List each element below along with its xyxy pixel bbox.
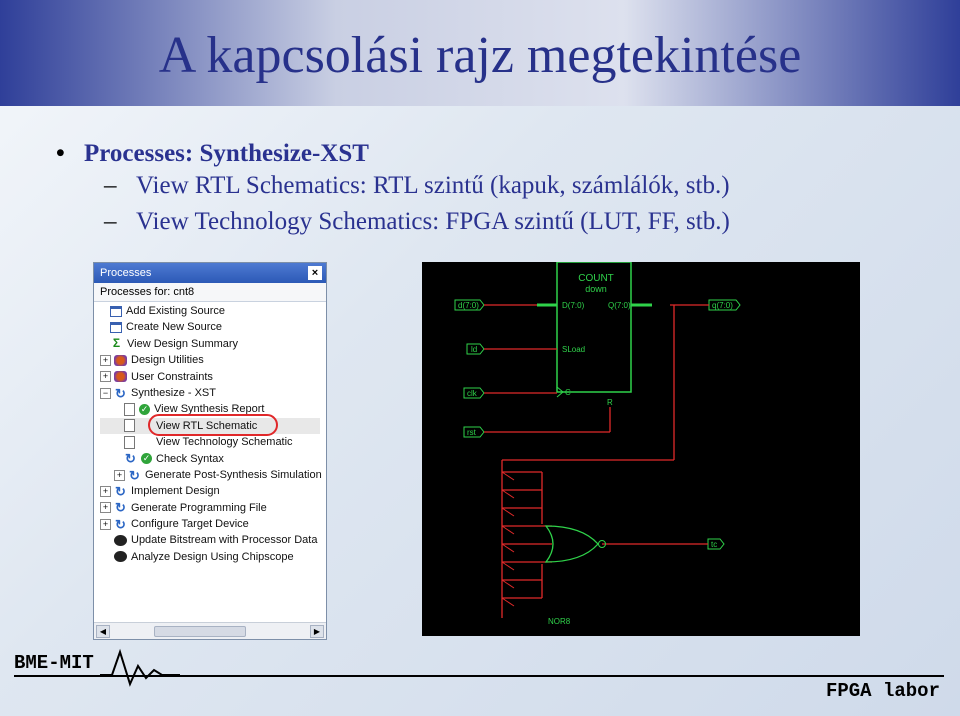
tools-icon — [114, 355, 127, 366]
footer-divider — [14, 675, 944, 677]
tree-item-view-technology-schematic[interactable] — [100, 434, 320, 450]
wires — [484, 305, 709, 618]
panel-subtitle: Processes for: cnt8 — [94, 283, 326, 302]
tree-item-update-bitstream[interactable] — [100, 532, 320, 548]
bullet-sub-1-text: View RTL Schematics: RTL szintű (kapuk, számlálók, stb.) — [136, 172, 730, 199]
port-rst — [464, 427, 484, 437]
tree-item-generate-post-synthesis-simulation[interactable] — [100, 467, 320, 483]
tree-item-view-design-summary[interactable] — [100, 336, 320, 352]
check-icon: ✓ — [142, 453, 151, 464]
horizontal-scrollbar[interactable] — [94, 622, 326, 639]
process-icon: ↻ — [125, 451, 136, 467]
check-icon: ✓ — [140, 403, 149, 414]
footer-label: FPGA labor — [825, 680, 940, 702]
tree-item-analyze-chipscope[interactable] — [100, 549, 320, 565]
schematic-svg — [422, 262, 860, 636]
highlight-circle — [148, 414, 278, 436]
tree-item-label: Create New Source — [126, 321, 222, 334]
expand-icon[interactable]: + — [100, 502, 111, 513]
pin-c: C — [565, 388, 571, 397]
waveform-logo — [100, 648, 180, 688]
process-icon: ↻ — [115, 516, 126, 532]
bullet-sub-2-text: View Technology Schematics: FPGA szintű (LUT, FF, stb.) — [136, 208, 730, 235]
block-sub: down — [585, 284, 607, 294]
tree-item-synthesize-xst[interactable] — [100, 385, 320, 401]
rtl-schematic — [422, 262, 860, 636]
sigma-icon: Σ — [112, 336, 121, 351]
pin-q: Q(7:0) — [608, 301, 631, 310]
scroll-thumb[interactable] — [154, 626, 246, 637]
bullet-dash: – — [104, 208, 117, 235]
tree-item-label: User Constraints — [131, 370, 213, 383]
bit-rippers — [502, 472, 514, 606]
svg-text:ld: ld — [471, 345, 478, 354]
chip-icon — [114, 535, 127, 546]
pin-r: R — [607, 398, 613, 407]
port-tc — [708, 539, 724, 549]
tree-item-label: Add Existing Source — [126, 305, 226, 317]
block-name: COUNT — [578, 273, 614, 284]
tree-item-implement-design[interactable] — [100, 483, 320, 499]
tree-item-label: View Design Summary — [127, 337, 239, 350]
tools-icon — [114, 371, 127, 382]
processes-panel — [93, 262, 327, 640]
panel-header — [94, 263, 326, 283]
process-icon: ↻ — [115, 483, 126, 499]
bullet-list — [56, 140, 730, 244]
expand-icon[interactable]: + — [100, 355, 111, 366]
expand-icon[interactable]: + — [100, 519, 111, 530]
port-q — [709, 300, 740, 310]
document-icon — [124, 403, 135, 416]
svg-text:tc: tc — [711, 540, 718, 549]
tree-item-design-utilities[interactable] — [100, 352, 320, 368]
svg-text:rst: rst — [467, 428, 476, 437]
scroll-right-icon[interactable]: ▶ — [310, 625, 324, 638]
chipscope-icon — [114, 551, 127, 562]
window-icon — [110, 322, 122, 333]
slide-title: A kapcsolási rajz megtekintése — [158, 27, 802, 84]
tree-item-label: View Synthesis Report — [154, 403, 265, 416]
tree-item-label: Generate Post-Synthesis Simulation — [145, 468, 322, 481]
tree-item-label: Generate Programming File — [131, 501, 267, 514]
svg-text:clk: clk — [467, 389, 477, 398]
document-icon — [124, 436, 135, 449]
expand-icon[interactable]: + — [114, 470, 125, 481]
tree-item-label: View Technology Schematic — [156, 436, 293, 449]
title-bar — [0, 0, 960, 106]
expand-icon[interactable]: + — [100, 371, 111, 382]
window-icon — [110, 306, 122, 317]
close-icon[interactable]: × — [308, 266, 322, 280]
tree-item-label: Update Bitstream with Processor Data — [131, 534, 318, 547]
panel-title: Processes — [100, 267, 152, 279]
bullet-sub-1 — [56, 172, 730, 208]
expand-icon[interactable]: + — [100, 486, 111, 497]
bullet-main — [56, 140, 730, 172]
pin-d: D(7:0) — [562, 301, 585, 310]
footer-logo-text: BME-MIT — [14, 652, 94, 674]
tree-item-user-constraints[interactable] — [100, 369, 320, 385]
nor-gate — [546, 526, 598, 562]
svg-text:q(7:0): q(7:0) — [712, 301, 733, 310]
scroll-left-icon[interactable]: ◀ — [96, 625, 110, 638]
process-icon: ↻ — [115, 500, 126, 516]
collapse-icon[interactable]: − — [100, 388, 111, 399]
tree-item-label: Analyze Design Using Chipscope — [131, 550, 294, 563]
bullet-sub-2 — [56, 208, 730, 244]
tree-item-configure-target-device[interactable] — [100, 516, 320, 532]
tree-item-label: Implement Design — [131, 485, 220, 498]
pin-sload: SLoad — [562, 345, 586, 354]
tree-item-label: Check Syntax — [156, 452, 224, 465]
tree-item-label: Design Utilities — [131, 354, 204, 367]
tree-item-label: Configure Target Device — [131, 518, 249, 531]
gate-label: NOR8 — [548, 617, 571, 626]
port-d — [455, 300, 484, 310]
svg-text:d(7:0): d(7:0) — [458, 301, 479, 310]
tree-item-check-syntax[interactable] — [100, 451, 320, 467]
tree-item-add-existing-source[interactable] — [100, 303, 320, 319]
tree-item-label: Synthesize - XST — [131, 386, 216, 399]
process-icon: ↻ — [129, 467, 140, 483]
tree-item-label: View RTL Schematic — [156, 419, 258, 432]
tree-item-create-new-source[interactable] — [100, 319, 320, 335]
port-clk — [464, 388, 484, 398]
tree-item-generate-programming-file[interactable] — [100, 500, 320, 516]
bullet-dot: • — [56, 140, 65, 167]
document-icon — [124, 419, 135, 432]
process-icon: ↻ — [115, 385, 126, 401]
bullet-main-text: Processes: Synthesize-XST — [84, 140, 369, 167]
bullet-dash: – — [104, 172, 117, 199]
port-ld — [467, 344, 484, 354]
